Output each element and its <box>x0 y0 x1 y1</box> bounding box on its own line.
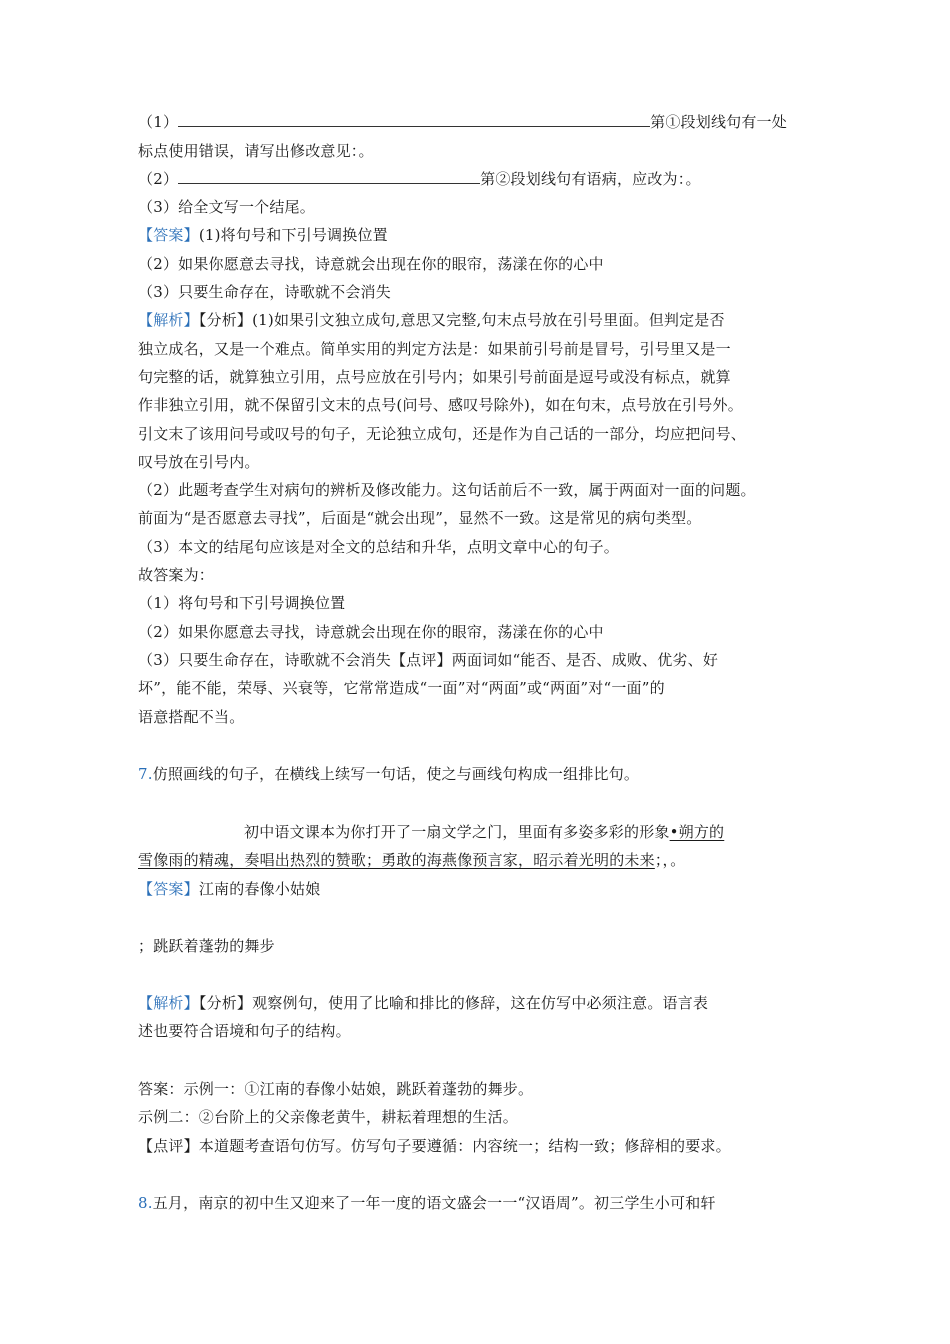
jiexi-text: 【分析】观察例句，使用了比喻和排比的修辞，这在仿写中必须注意。语言表 <box>198 994 709 1012</box>
q7-passage-line-2 <box>138 850 685 870</box>
answer-tag: 【答案】 <box>138 880 199 898</box>
question-number: 7. <box>138 765 153 783</box>
q6-item-2-label: （2） <box>138 170 179 188</box>
q6-guda-line-2: （2）如果你愿意去寻找，诗意就会出现在你的眼帘，荡漾在你的心中 <box>138 623 604 641</box>
q7-jiexi-line-1 <box>138 993 708 1013</box>
jiexi-tag: 【解析】 <box>138 994 199 1012</box>
q7-example-2: 示例二：②台阶上的父亲像老黄牛，耕耘着理想的生活。 <box>138 1108 519 1126</box>
q6-guda-line-5: 语意搭配不当。 <box>138 708 245 726</box>
q6-item-1-text: 第①段划线句有一处 <box>650 113 787 131</box>
jiexi-tag: 【解析】 <box>138 311 199 329</box>
q6-line-2: 标点使用错误，请写出修改意见：。 <box>138 142 374 160</box>
q7-example-1: 答案：示例一：①江南的春像小姑娘，跳跃着蓬勃的舞步。 <box>138 1080 534 1098</box>
q6-jiexi-line-3: 句完整的话，就算独立引用，点号应放在引号内；如果引号前面是逗号或没有标点，就算 <box>138 368 731 386</box>
passage-tail: ；，。 <box>654 851 686 869</box>
q7-jiexi-line-2: 述也要符合语境和句子的结构。 <box>138 1022 351 1040</box>
q6-guda-line-4: 坏”，能不能，荣辱、兴衰等，它常常造成“一面”对“两面”或“两面”对“一面”的 <box>138 679 665 697</box>
question-number: 8. <box>138 1194 153 1212</box>
q7-dianping: 【点评】本道题考查语句仿写。仿写句子要遵循：内容统一；结构一致；修辞相的要求。 <box>138 1137 731 1155</box>
q6-item-1-label: （1） <box>138 113 179 131</box>
jiexi-text: 【分析】(1)如果引文独立成句,意思又完整,句末点号放在引号里面。但判定是否 <box>198 311 725 329</box>
q6-answer-line-1 <box>138 225 388 245</box>
answer-text: 江南的春像小姑娘 <box>198 880 321 898</box>
q6-jiexi-line-9: （3）本文的结尾句应该是对全文的总结和升华，点明文章中心的句子。 <box>138 538 619 556</box>
q6-answer-line-2: （2）如果你愿意去寻找，诗意就会出现在你的眼帘，荡漾在你的心中 <box>138 255 604 273</box>
q6-line-1 <box>138 112 787 132</box>
q6-jiexi-line-2: 独立成名，又是一个难点。简单实用的判定方法是：如果前引号前是冒号，引号里又是一 <box>138 340 731 358</box>
answer-tag: 【答案】 <box>138 226 199 244</box>
underlined-example: •朔方的 <box>669 823 725 841</box>
q6-line-3 <box>138 169 701 189</box>
q6-guda-line-1: （1）将句号和下引号调换位置 <box>138 594 346 612</box>
q6-jiexi-line-7: （2）此题考查学生对病句的辨析及修改能力。这句话前后不一致，属于两面对一面的问题。 <box>138 481 756 499</box>
q6-jiexi-line-6: 叹号放在引号内。 <box>138 453 260 471</box>
q7-answer-line-2: ；跳跃着蓬勃的舞步 <box>138 937 275 955</box>
q7-stem-line <box>138 764 639 784</box>
question-stem: 五月，南京的初中生又迎来了一年一度的语文盛会一一“汉语周”。初三学生小可和轩 <box>152 1194 716 1212</box>
underlined-example: 雪像雨的精魂，奏唱出热烈的赞歌；勇敢的海燕像预言家，昭示着光明的未来 <box>138 851 655 869</box>
q7-answer-line-1 <box>138 879 320 899</box>
passage-text: 初中语文课本为你打开了一扇文学之门，里面有多姿多彩的形象 <box>244 823 670 841</box>
answer-blank-2[interactable] <box>178 169 480 184</box>
q6-jiexi-line-4: 作非独立引用，就不保留引文末的点号(问号、感叹号除外)，如在句末，点号放在引号外。 <box>138 396 743 414</box>
q6-guda-line-3: （3）只要生命存在，诗歌就不会消失【点评】两面词如“能否、是否、成败、优劣、好 <box>138 651 719 669</box>
q6-jiexi-line-1 <box>138 310 725 330</box>
question-stem: 仿照画线的句子，在横线上续写一句话，使之与画线句构成一组排比句。 <box>152 765 640 783</box>
q6-line-4: （3）给全文写一个结尾。 <box>138 198 315 216</box>
answer-blank-1[interactable] <box>178 112 650 127</box>
q8-stem-line <box>138 1193 716 1213</box>
q6-item-2-text: 第②段划线句有语病，应改为：。 <box>480 170 701 188</box>
q6-guda-heading: 故答案为： <box>138 566 215 584</box>
q6-answer-line-3: （3）只要生命存在，诗歌就不会消失 <box>138 283 391 301</box>
q6-jiexi-line-8: 前面为“是否愿意去寻找”，后面是“就会出现”，显然不一致。这是常见的病句类型。 <box>138 509 702 527</box>
answer-text: (1)将句号和下引号调换位置 <box>198 226 388 244</box>
q6-jiexi-line-5: 引文末了该用问号或叹号的句子，无论独立成句，还是作为自己话的一部分，均应把问号、 <box>138 425 747 443</box>
q7-passage-line-1 <box>244 822 724 842</box>
